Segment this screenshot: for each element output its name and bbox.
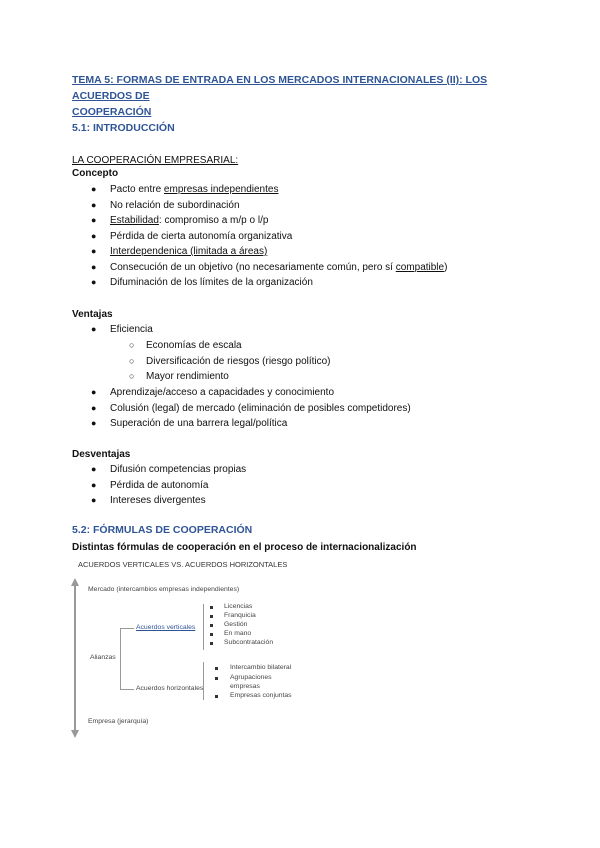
ventajas-list (91, 322, 550, 338)
list-item (91, 260, 550, 276)
bullet-icon: ● (91, 261, 97, 272)
connector-line (120, 628, 121, 690)
ventajas-item-eficiencia: Eficiencia (110, 324, 153, 335)
sublist-item-text: Economías de escala (146, 340, 242, 351)
diagram-title: ACUERDOS VERTICALES VS. ACUERDOS HORIZONTALES (78, 560, 288, 569)
bracket-line (203, 662, 204, 700)
diagram-item: Subcontratación (224, 639, 274, 646)
list-item (91, 416, 550, 432)
list-item (91, 275, 550, 291)
document-title-line1: TEMA 5: FORMAS DE ENTRADA EN LOS MERCADOS INTERNACIONALES (II): LOS ACUERDOS DE (72, 74, 488, 102)
diagram-item: empresas (230, 683, 260, 690)
list-item (91, 478, 550, 494)
connector-line (120, 628, 134, 629)
list-item-text: Aprendizaje/acceso a capacidades y conocimiento (110, 387, 335, 398)
bullet-icon: ● (91, 184, 97, 194)
bracket-line (203, 604, 204, 650)
bullet-icon: ● (91, 324, 97, 334)
list-item-text: : compromiso a m/p o l/p (158, 215, 269, 226)
list-item-text: Colusión (legal) de mercado (eliminación de posibles competidores) (110, 402, 411, 414)
list-item (91, 401, 550, 417)
ventajas-sublist (129, 338, 546, 385)
list-item (91, 462, 550, 478)
subheading-cooperacion-empresarial: LA COOPERACIÓN EMPRESARIAL: (72, 155, 239, 166)
list-item-text: Pérdida de cierta autonomía organizativa (110, 230, 293, 242)
section-heading-formulas: 5.2: FÓRMULAS DE COOPERACIÓN (72, 524, 253, 536)
diagram-item: En mano (224, 630, 252, 637)
bullet-icon (215, 667, 218, 670)
list-item (91, 493, 550, 509)
desventajas-heading: Desventajas (72, 449, 131, 460)
list-item-text: Intereses divergentes (110, 495, 206, 506)
list-item-text: No relación de subordinación (110, 199, 240, 211)
bullet-icon (210, 633, 213, 636)
list-item-text: Difusión competencias propias (110, 464, 247, 475)
document-title-line2: COOPERACIÓN (72, 106, 152, 118)
list-item-text: Pérdida de autonomía (110, 479, 209, 491)
sublist-item-text: Diversificación de riesgos (riesgo político) (146, 355, 331, 367)
bullet-icon: ● (91, 495, 97, 505)
list-item (129, 338, 546, 354)
diagram-item: Agrupaciones (230, 674, 272, 681)
diagram-alianzas-label: Alianzas (90, 654, 116, 661)
cooperation-diagram (70, 558, 330, 743)
circle-bullet-icon: ○ (129, 355, 135, 366)
list-item (91, 213, 550, 229)
bullet-icon (210, 624, 213, 627)
bullet-icon: ● (91, 277, 97, 287)
bullet-icon (210, 606, 213, 609)
list-item (91, 244, 550, 260)
list-item (91, 182, 550, 198)
list-item (129, 369, 546, 385)
bullet-icon: ● (91, 199, 97, 210)
bullet-icon: ● (91, 479, 97, 490)
bullet-icon: ● (91, 215, 97, 225)
bullet-icon: ● (91, 464, 97, 474)
bullet-icon: ● (91, 246, 97, 256)
diagram-item: Franquicia (224, 612, 256, 619)
section-heading-introduccion: 5.1: INTRODUCCIÓN (72, 122, 175, 134)
concepto-list (91, 182, 550, 291)
sublist-item-text: Mayor rendimiento (146, 371, 229, 382)
ventajas-list-rest (91, 385, 550, 432)
list-item (91, 385, 550, 401)
bullet-icon (210, 642, 213, 645)
concepto-heading: Concepto (72, 168, 119, 179)
document-title (72, 72, 522, 120)
underlined-text: compatible (395, 261, 445, 273)
underlined-text: empresas independientes (163, 184, 279, 195)
circle-bullet-icon: ○ (129, 371, 135, 381)
diagram-item: Intercambio bilateral (230, 664, 292, 671)
list-item-text: Consecución de un objetivo (no necesariamente común, pero sí (110, 261, 396, 273)
list-item (129, 354, 546, 370)
circle-bullet-icon: ○ (129, 340, 135, 350)
list-item-text: Superación de una barrera legal/política (110, 418, 288, 429)
section2-subheading: Distintas fórmulas de cooperación en el proceso de internacionalización (72, 542, 417, 553)
diagram-item: Empresas conjuntas (230, 692, 292, 699)
list-item-text: Pacto entre (110, 184, 164, 195)
diagram-horizontal-label: Acuerdos horizontales (136, 685, 204, 692)
bullet-icon (210, 615, 213, 618)
diagram-empresa-label: Empresa (jerarquía) (88, 718, 149, 725)
list-item (91, 322, 550, 338)
diagram-vertical-label: Acuerdos verticales (136, 624, 196, 631)
bullet-icon: ● (91, 230, 97, 241)
diagram-item: Gestión (224, 621, 248, 628)
diagram-mercado-label: Mercado (intercambios empresas independientes) (88, 586, 240, 593)
bullet-icon (215, 677, 218, 680)
vertical-double-arrow-icon (70, 578, 80, 738)
underlined-text: Interdependenica (limitada a áreas) (110, 246, 268, 257)
ventajas-heading: Ventajas (72, 309, 113, 320)
bullet-icon (215, 695, 218, 698)
list-item-text: Difuminación de los límites de la organización (110, 277, 313, 288)
list-item-text: ) (444, 261, 448, 273)
underlined-text: Estabilidad (110, 215, 159, 226)
diagram-item: Licencias (224, 603, 253, 610)
bullet-icon: ● (91, 387, 97, 397)
list-item (91, 229, 550, 245)
list-item (91, 198, 550, 214)
bullet-icon: ● (91, 402, 97, 413)
connector-line (120, 689, 134, 690)
bullet-icon: ● (91, 418, 97, 428)
desventajas-list (91, 462, 550, 509)
